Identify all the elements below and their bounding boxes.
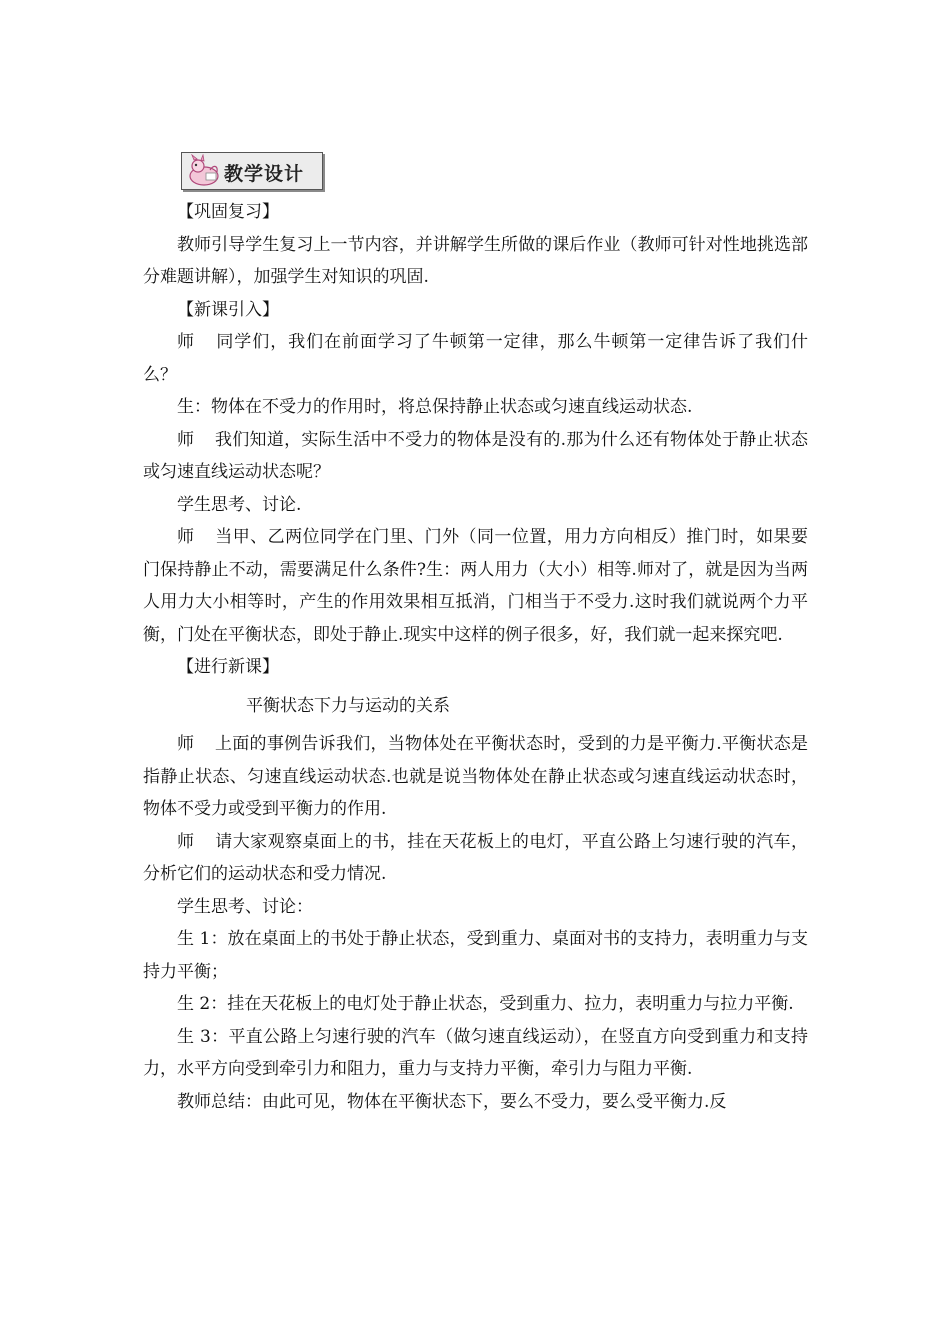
paragraph bbox=[143, 424, 808, 489]
paragraph bbox=[143, 826, 808, 891]
section-heading: 【巩固复习】 bbox=[177, 202, 279, 222]
paragraph: 教师总结：由此可见，物体在平衡状态下，要么不受力，要么受平衡力.反 bbox=[177, 1091, 727, 1112]
paragraph-text: 请大家观察桌面上的书，挂在天花板上的电灯，平直公路上匀速行驶的汽车，分析它们的运动状态和受力情况. bbox=[143, 831, 809, 884]
section-heading: 【新课引入】 bbox=[177, 299, 279, 320]
paragraph-text: 我们知道，实际生活中不受力的物体是没有的.那为什么还有物体处于静止状态或匀速直线运动状态呢？ bbox=[143, 429, 809, 482]
paragraph: 学生思考、讨论. bbox=[177, 494, 302, 515]
paragraph bbox=[143, 326, 808, 391]
paragraph: 教师引导学生复习上一节内容，并讲解学生所做的课后作业（教师可针对性地挑选部分难题讲解），加强学生对知识的巩固. bbox=[143, 234, 808, 287]
paragraph bbox=[143, 728, 808, 826]
speaker-label: 师 bbox=[177, 332, 195, 352]
paragraph bbox=[143, 521, 808, 651]
paragraph: 学生思考、讨论： bbox=[177, 896, 313, 917]
paragraph-text: 同学们，我们在前面学习了牛顿第一定律，那么牛顿第一定律告诉了我们什么？ bbox=[143, 332, 809, 385]
paragraph: 生：物体在不受力的作用时，将总保持静止状态或匀速直线运动状态. bbox=[177, 397, 693, 417]
subsection-title: 平衡状态下力与运动的关系 bbox=[246, 695, 450, 716]
speaker-label: 师 bbox=[177, 734, 195, 754]
section-heading: 【进行新课】 bbox=[177, 657, 279, 677]
paragraph-text: 当甲、乙两位同学在门里、门外（同一位置，用力方向相反）推门时，如果要门保持静止不动，需要满足什么条件?生：两人用力（大小）相等.师对了，就是因为当两人用力大小相等时，产生的作用效果相互抵消，门相当于不受力.这时我们就说两个力平衡，门处在平衡状态，即处于静止.现实中这样的例子很多，好，我们就一起来探究吧. bbox=[143, 527, 809, 645]
paragraph: 生 3：平直公路上匀速行驶的汽车（做匀速直线运动），在竖直方向受到重力和支持力，水平方向受到牵引力和阻力，重力与支持力平衡，牵引力与阻力平衡. bbox=[143, 1026, 808, 1079]
banner-title: 教学设计 bbox=[224, 163, 305, 185]
speaker-label: 师 bbox=[177, 831, 195, 852]
paragraph: 生 1：放在桌面上的书处于静止状态，受到重力、桌面对书的支持力，表明重力与支持力平衡； bbox=[143, 929, 808, 982]
speaker-label: 师 bbox=[177, 527, 195, 547]
paragraph-text: 上面的事例告诉我们，当物体处在平衡状态时，受到的力是平衡力.平衡状态是指静止状态、匀速直线运动状态.也就是说当物体处在静止状态或匀速直线运动状态时，物体不受力或受到平衡力的作用. bbox=[143, 734, 809, 819]
speaker-label: 师 bbox=[177, 429, 195, 450]
paragraph: 生 2：挂在天花板上的电灯处于静止状态，受到重力、拉力，表明重力与拉力平衡. bbox=[177, 994, 794, 1014]
section-banner bbox=[181, 152, 323, 190]
document-body bbox=[143, 196, 808, 1118]
